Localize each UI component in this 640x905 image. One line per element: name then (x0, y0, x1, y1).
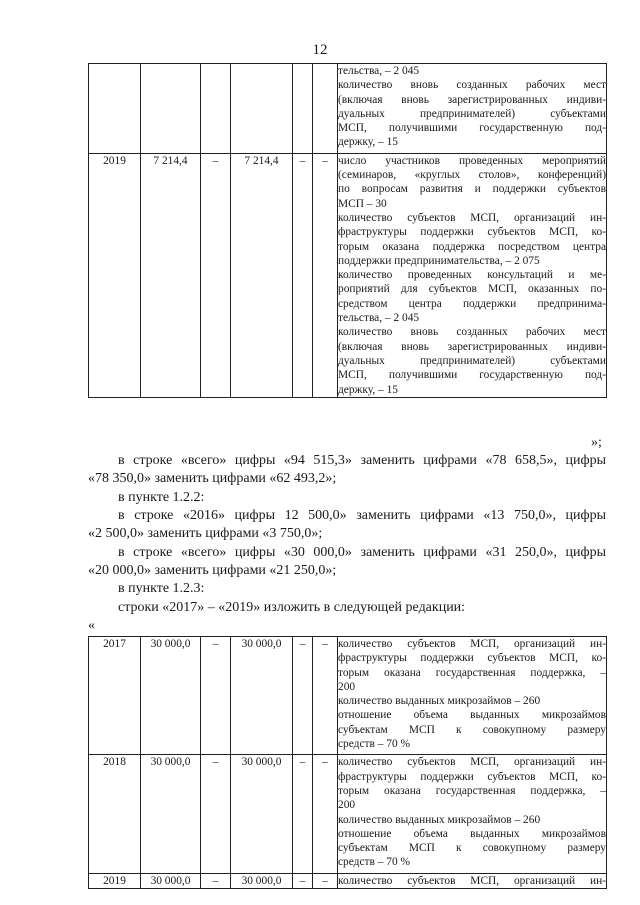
cell-c5: – (313, 153, 338, 397)
cell-c4: – (293, 637, 313, 755)
cell-c4: – (293, 153, 313, 397)
cell-total: 30 000,0 (141, 755, 201, 873)
cell-total: 7 214,4 (141, 153, 201, 397)
cell-year: 2018 (89, 755, 141, 873)
table-top (88, 63, 607, 398)
cell-c2: – (201, 637, 231, 755)
row-continuation-text: тельства, – 2 045 количество вновь созданных рабочих мест (включая вновь зарегистрированных индиви- дуальных предпринимателей) субъектами МСП, получившими государственную под- держку, – 15 (338, 64, 607, 154)
cell-year: 2019 (89, 153, 141, 397)
cell-total: 30 000,0 (141, 873, 201, 888)
cell-c5: – (313, 755, 338, 873)
table-row-2019 (89, 873, 607, 888)
cell-indicators: количество субъектов МСП, организаций ин- фраструктуры поддержки субъектов МСП, ко- торым оказана государственная поддержка, – 200 количество выданных микрозаймов – 260 отношение объема выданных микрозаймов субъектам МСП к совокупному размеру средств – 70 % (338, 637, 607, 755)
cell-c5: – (313, 637, 338, 755)
table-row-2017 (89, 637, 607, 755)
closing-quote: »; (591, 435, 602, 450)
page-number: 12 (312, 42, 328, 58)
paragraph-7: «20 000,0» заменить цифрами «21 250,0»; (88, 563, 337, 578)
table-bottom (88, 636, 607, 889)
paragraph-2: «78 350,0» заменить цифрами «62 493,2»; (88, 471, 337, 486)
cell-c4: – (293, 755, 313, 873)
cell-c3: 30 000,0 (231, 755, 293, 873)
cell-year: 2017 (89, 637, 141, 755)
paragraph-8: в пункте 1.2.3: (118, 581, 205, 596)
cell-c2: – (201, 755, 231, 873)
cell-c2: – (201, 873, 231, 888)
table-row-continuation (89, 64, 607, 154)
paragraph-3: в пункте 1.2.2: (118, 490, 205, 505)
cell-c4: – (293, 873, 313, 888)
opening-quote: « (88, 618, 95, 633)
paragraph-4: в строке «2016» цифры 12 500,0» заменить цифрами «13 750,0», цифры (118, 508, 606, 523)
table-row-2019 (89, 153, 607, 397)
cell-c3: 30 000,0 (231, 873, 293, 888)
paragraph-5: «2 500,0» заменить цифрами «3 750,0»; (88, 526, 323, 541)
paragraph-9: строки «2017» – «2019» изложить в следующей редакции: (118, 600, 466, 615)
cell-c3: 30 000,0 (231, 637, 293, 755)
paragraph-1: в строке «всего» цифры «94 515,3» заменить цифрами «78 658,5», цифры (118, 453, 606, 468)
cell-year: 2019 (89, 873, 141, 888)
cell-indicators: число участников проведенных мероприятий (семинаров, «круглых столов», конференций) по вопросам развития и поддержки субъектов МСП – 30 количество субъектов МСП, организаций ин- фраструктуры поддержки субъектов МСП, ко- торым оказана поддержка посредством центра поддержки предпринимательства, – 2 075 количество проведенных консультаций и ме- роприятий для субъектов МСП, оказанных по- средством центра поддержки предпринима- тельства, – 2 045 количество вновь созданных рабочих мест (включая вновь зарегистрированных индиви- дуальных предпринимателей) субъектами МСП, получившими государственную под- держку, – 15 (338, 154, 606, 396)
table-row-2018 (89, 755, 607, 873)
cell-total: 30 000,0 (141, 637, 201, 755)
paragraph-6: в строке «всего» цифры «30 000,0» заменить цифрами «31 250,0», цифры (118, 545, 606, 560)
cell-c3: 7 214,4 (231, 153, 293, 397)
cell-c2: – (201, 153, 231, 397)
cell-indicators: количество субъектов МСП, организаций ин- фраструктуры поддержки субъектов МСП, ко- торым оказана государственная поддержка, – 200 количество выданных микрозаймов – 260 отношение объема выданных микрозаймов субъектам МСП к совокупному размеру средств – 70 % (338, 755, 607, 873)
cell-indicators: количество субъектов МСП, организаций ин- (338, 874, 606, 887)
cell-c5: – (313, 873, 338, 888)
